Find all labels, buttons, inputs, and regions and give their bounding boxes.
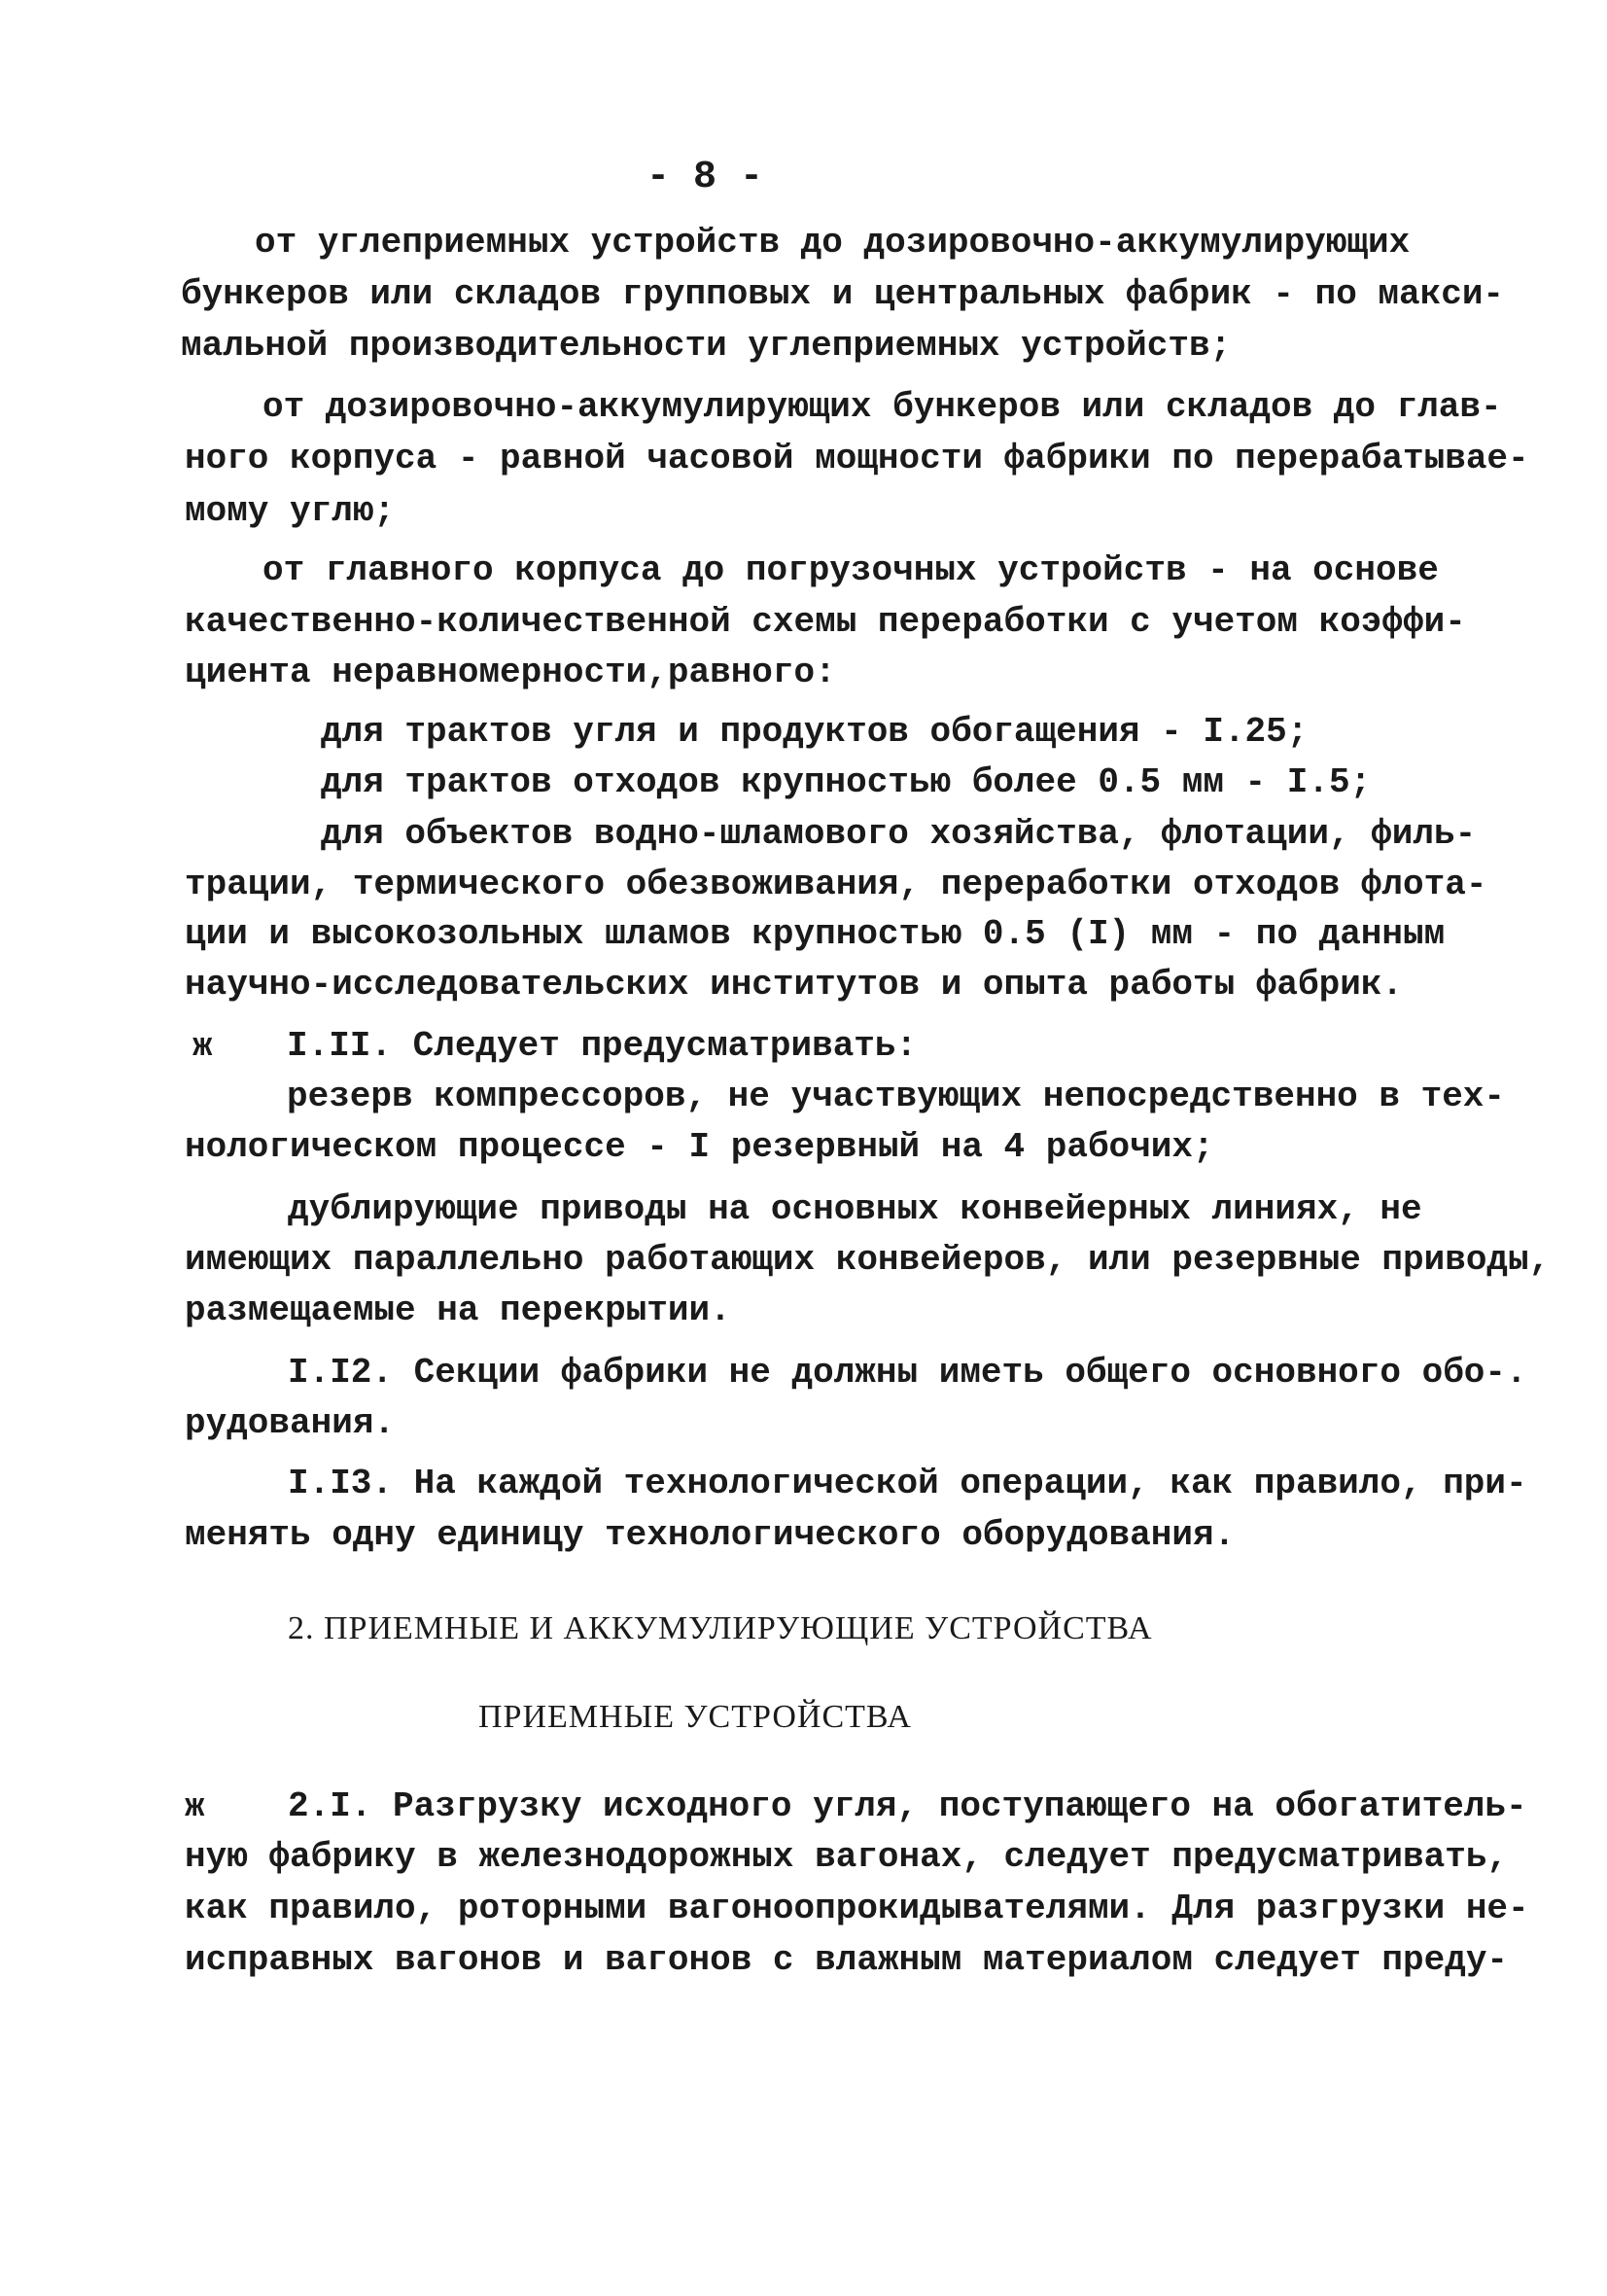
- asterisk-mark: ж: [185, 1789, 205, 1826]
- list-item: для объектов водно-шламового хозяйства, флотации, филь-: [321, 814, 1477, 854]
- text-line: ного корпуса - равной часовой мощности фабрики по перерабатывае-: [185, 439, 1529, 478]
- text-line: научно-исследовательских институтов и опыта работы фабрик.: [185, 965, 1404, 1005]
- clause-heading: 2.I. Разгрузку исходного угля, поступающего на обогатитель-: [288, 1786, 1527, 1826]
- clause-heading: I.I2. Секции фабрики не должны иметь общего основного обо-.: [288, 1353, 1527, 1393]
- text-line: резерв компрессоров, не участвующих непосредственно в тех-: [287, 1077, 1506, 1116]
- clause-heading: I.II. Следует предусматривать:: [287, 1026, 918, 1066]
- text-line: как правило, роторными вагоноопрокидывателями. Для разгрузки не-: [185, 1889, 1529, 1928]
- text-line: качественно-количественной схемы переработки с учетом коэффи-: [185, 602, 1466, 642]
- text-line: дублирующие приводы на основных конвейерных линиях, не: [288, 1189, 1422, 1229]
- list-item: для трактов отходов крупностью более 0.5 мм - I.5;: [321, 762, 1372, 802]
- text-line: размещаемые на перекрытии.: [185, 1290, 731, 1330]
- text-line: рудования.: [185, 1403, 396, 1443]
- text-line: от дозировочно-аккумулирующих бункеров или складов до глав-: [262, 387, 1502, 427]
- text-line: от углеприемных устройств до дозировочно-аккумулирующих: [255, 223, 1411, 263]
- text-line: имеющих параллельно работающих конвейеров, или резервные приводы,: [185, 1240, 1551, 1280]
- text-line: бункеров или складов групповых и центральных фабрик - по макси-: [181, 274, 1505, 314]
- clause-heading: I.I3. На каждой технологической операции, как правило, при-: [288, 1464, 1527, 1503]
- text-line: нологическом процессе - I резервный на 4 рабочих;: [185, 1127, 1214, 1167]
- text-line: менять одну единицу технологического оборудования.: [185, 1515, 1236, 1555]
- text-line: от главного корпуса до погрузочных устройств - на основе: [262, 550, 1439, 590]
- list-item: для трактов угля и продуктов обогащения - I.25;: [321, 712, 1309, 752]
- text-line: мому углю;: [185, 491, 396, 531]
- text-line: мальной производительности углеприемных устройств;: [181, 326, 1232, 366]
- text-line: циента неравномерности,равного:: [185, 653, 836, 692]
- text-line: трации, термического обезвоживания, переработки отходов флота-: [185, 865, 1487, 904]
- text-line: ции и высокозольных шламов крупностью 0.5 (I) мм - по данным: [185, 914, 1446, 954]
- section-title: 2. ПРИЕМНЫЕ И АККУМУЛИРУЮЩИЕ УСТРОЙСТВА: [288, 1610, 1153, 1646]
- page-number: - 8 -: [646, 156, 764, 199]
- text-line: исправных вагонов и вагонов с влажным материалом следует преду-: [185, 1940, 1509, 1980]
- section-subtitle: ПРИЕМНЫЕ УСТРОЙСТВА: [478, 1699, 912, 1735]
- asterisk-mark: ж: [192, 1029, 213, 1066]
- text-line: ную фабрику в железнодорожных вагонах, следует предусматривать,: [185, 1837, 1509, 1877]
